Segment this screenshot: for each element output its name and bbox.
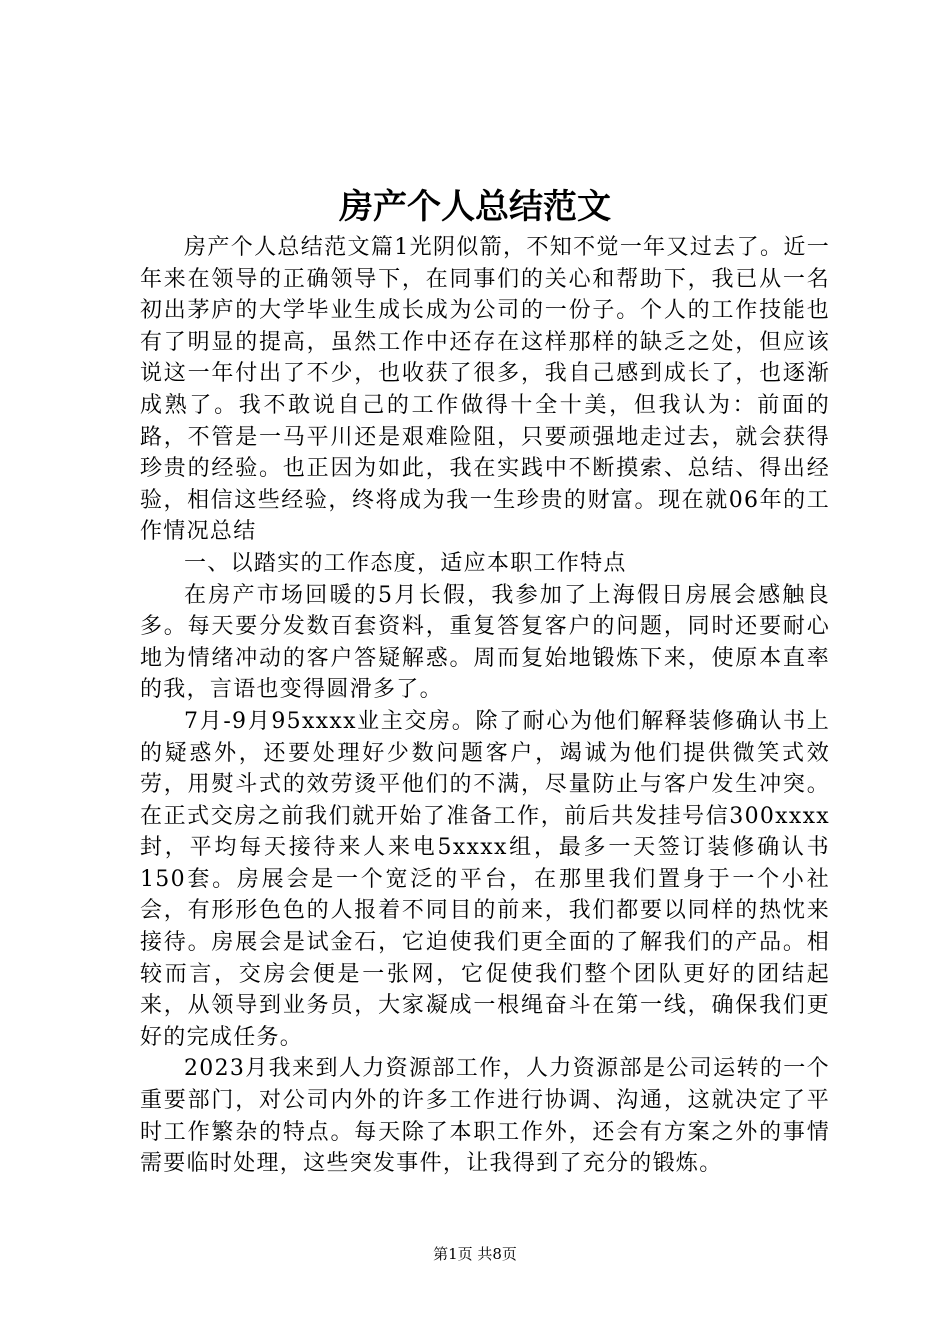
paragraph-handover: 7月-9月95xxxx业主交房。除了耐心为他们解释装修确认书上的疑惑外，还要处理好少数问题客户，竭诚为他们提供微笑式效劳，用熨斗式的效劳烫平他们的不满，尽量防止与客户发生冲突。在正式交房之前我们就开始了准备工作，前后共发挂号信300xxxx封，平均每天接待来人来电5xxxx组，最多一天签订装修确认书150套。房展会是一个宽泛的平台，在那里我们置身于一个小社会，有形形色色的人报着不同目的前来，我们都要以同样的热忱来接待。房展会是试金石，它迫使我们更全面的了解我们的产品。相较而言，交房会便是一张网，它促使我们整个团队更好的团结起来，从领导到业务员，大家凝成一根绳奋斗在第一线，确保我们更好的完成任务。: [140, 708, 830, 1050]
section-heading: 一、以踏实的工作态度，适应本职工作特点: [184, 550, 627, 576]
paragraph-expo: 在房产市场回暖的5月长假，我参加了上海假日房展会感触良多。每天要分发数百套资料，重复答复客户的问题，同时还要耐心地为情绪冲动的客户答疑解惑。周而复始地锻炼下来，使原本直率的我，言语也变得圆滑多了。: [140, 582, 830, 703]
page-number-footer: 第1页 共8页: [433, 1245, 517, 1263]
paragraph-intro: 房产个人总结范文篇1光阴似箭，不知不觉一年又过去了。近一年来在领导的正确领导下，在同事们的关心和帮助下，我已从一名初出茅庐的大学毕业生成长成为公司的一份子。个人的工作技能也有了明显的提高，虽然工作中还存在这样那样的缺乏之处，但应该说这一年付出了不少，也收获了很多，我自己感到成长了，也逐渐成熟了。我不敢说自己的工作做得十全十美，但我认为：前面的路，不管是一马平川还是艰难险阻，只要顽强地走过去，就会获得珍贵的经验。也正因为如此，我在实践中不断摸索、总结、得出经验，相信这些经验，终将成为我一生珍贵的财富。现在就06年的工作情况总结: [140, 235, 830, 545]
document-title: 房产个人总结范文: [339, 187, 611, 227]
paragraph-hr: 2023月我来到人力资源部工作，人力资源部是公司运转的一个重要部门，对公司内外的许多工作进行协调、沟通，这就决定了平时工作繁杂的特点。每天除了本职工作外，还会有方案之外的事情需要临时处理，这些突发事件，让我得到了充分的锻炼。: [140, 1056, 830, 1177]
document-body: [140, 232, 830, 1180]
